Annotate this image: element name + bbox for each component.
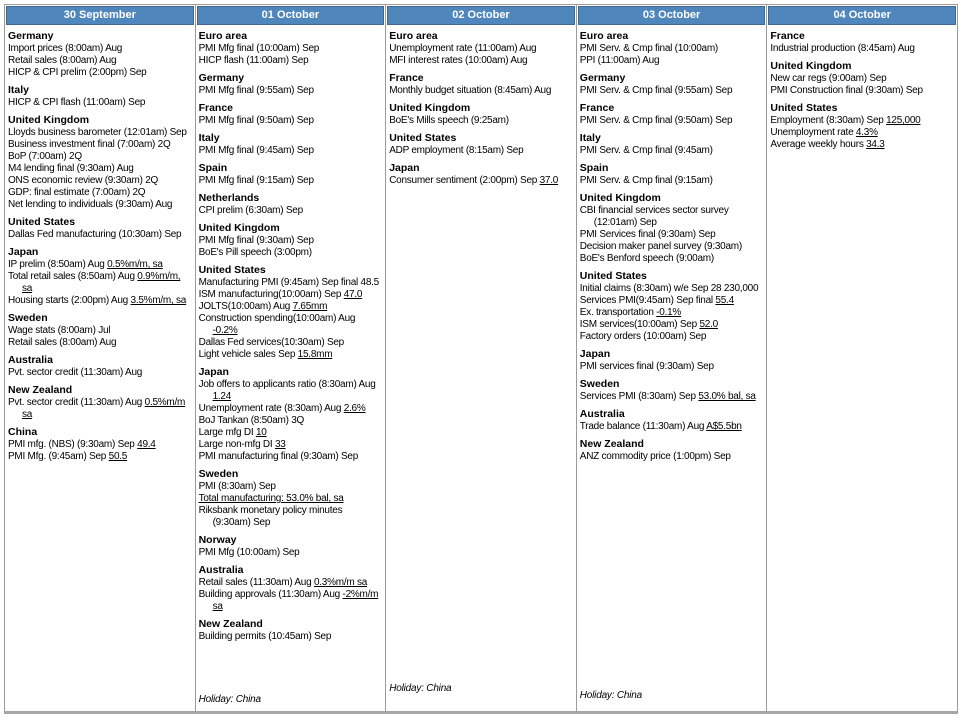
country-name: United Kingdom: [8, 114, 90, 126]
country-name: United States: [389, 132, 457, 144]
event-text: Pvt. sector credit (11:30am) Aug: [8, 397, 145, 408]
country-name: New Zealand: [198, 618, 263, 630]
date-header: 04 October: [768, 6, 956, 25]
event-text: Light vehicle sales Sep: [198, 349, 298, 360]
event-text: Total retail sales (8:50am) Aug: [8, 271, 138, 282]
event-text: Riksbank monetary policy minutes (9:30am) Sep: [198, 505, 343, 528]
event-text: PMI Mfg final (9:30am) Sep: [198, 235, 314, 246]
country-name: Italy: [8, 84, 30, 96]
event-item: [8, 67, 191, 79]
event-value: 52.0: [699, 319, 718, 330]
event-text: Unemployment rate (8:30am) Aug: [198, 403, 344, 414]
country-section: [199, 71, 382, 97]
event-item: [770, 127, 953, 139]
event-text: Services PMI(9:45am) Sep final: [579, 295, 716, 306]
day-events: [196, 25, 386, 711]
event-text: PMI Serv. & Cmp final (10:00am): [579, 43, 719, 54]
event-text: PMI Mfg final (10:00am) Sep: [198, 43, 320, 54]
country-section: [580, 269, 763, 343]
event-item: [199, 43, 382, 55]
country-section: [199, 221, 382, 259]
country-name: Sweden: [579, 378, 620, 390]
event-item: [580, 253, 763, 265]
date-header: 30 September: [6, 6, 194, 25]
event-value: Total manufacturing: 53.0% bal, sa: [198, 493, 344, 504]
event-item: [199, 313, 382, 337]
event-text: PMI services final (9:30am) Sep: [579, 361, 714, 372]
event-text: PMI Mfg. (9:45am) Sep: [8, 451, 109, 462]
country-section: [199, 29, 382, 67]
event-value: 53.0% bal, sa: [698, 391, 756, 402]
event-text: BoJ Tankan (8:50am) 3Q: [198, 415, 305, 426]
country-name: France: [198, 102, 234, 114]
event-text: PMI Serv. & Cmp final (9:55am) Sep: [579, 85, 733, 96]
country-name: Japan: [389, 162, 420, 174]
event-item: [199, 301, 382, 313]
country-name: Norway: [198, 534, 237, 546]
event-value: 0.3%m/m sa: [313, 577, 368, 588]
country-section: [580, 161, 763, 187]
event-item: [580, 307, 763, 319]
event-item: [199, 85, 382, 97]
event-text: ISM manufacturing(10:00am) Sep: [198, 289, 344, 300]
event-text: PMI Mfg final (9:50am) Sep: [198, 115, 314, 126]
event-item: [580, 421, 763, 433]
country-section: [8, 353, 191, 379]
event-text: Average weekly hours: [770, 139, 867, 150]
event-item: [580, 229, 763, 241]
country-section: [199, 131, 382, 157]
country-name: Germany: [579, 72, 626, 84]
event-text: PMI Serv. & Cmp final (9:15am): [579, 175, 713, 186]
event-item: [8, 187, 191, 199]
event-value: 0.5%m/m, sa: [107, 259, 163, 270]
event-item: [389, 115, 572, 127]
country-section: [389, 101, 572, 127]
event-item: [199, 577, 382, 589]
country-name: Euro area: [389, 30, 438, 42]
country-section: [580, 131, 763, 157]
event-text: CPI prelim (6:30am) Sep: [198, 205, 303, 216]
country-section: [580, 71, 763, 97]
country-section: [8, 215, 191, 241]
event-value: 37.0: [539, 175, 559, 186]
event-item: [199, 175, 382, 187]
country-section: [8, 425, 191, 463]
event-item: [199, 205, 382, 217]
day-column: [5, 5, 195, 711]
event-item: [580, 43, 763, 55]
event-item: [8, 325, 191, 337]
event-text: PMI (8:30am) Sep: [198, 481, 276, 492]
event-item: [770, 43, 953, 55]
event-text: PMI Mfg final (9:45am) Sep: [198, 145, 314, 156]
event-text: PMI manufacturing final (9:30am) Sep: [198, 451, 359, 462]
event-item: [8, 439, 191, 451]
country-name: France: [770, 30, 805, 42]
event-item: [8, 451, 191, 463]
event-text: PMI Serv. & Cmp final (9:45am): [579, 145, 713, 156]
event-value: A$5.5bn: [706, 421, 742, 432]
event-item: [8, 199, 191, 211]
event-text: Dallas Fed services(10:30am) Sep: [198, 337, 344, 348]
event-value: 7.65mm: [292, 301, 328, 312]
event-text: Retail sales (8:00am) Aug: [8, 55, 117, 66]
event-text: Factory orders (10:00am) Sep: [579, 331, 707, 342]
country-section: [580, 407, 763, 433]
event-text: PMI Mfg final (9:55am) Sep: [198, 85, 314, 96]
country-section: [199, 263, 382, 361]
event-text: Trade balance (11:30am) Aug: [579, 421, 707, 432]
event-item: [8, 163, 191, 175]
event-text: Retail sales (8:00am) Aug: [8, 337, 117, 348]
country-name: United States: [198, 264, 266, 276]
event-item: [580, 115, 763, 127]
country-section: [199, 467, 382, 529]
country-name: Germany: [8, 30, 54, 42]
country-name: Euro area: [579, 30, 629, 42]
country-name: Spain: [579, 162, 609, 174]
country-name: Japan: [8, 246, 39, 258]
event-text: Building approvals (11:30am) Aug: [198, 589, 343, 600]
holiday-note: Holiday: China: [198, 694, 261, 705]
country-name: United States: [8, 216, 76, 228]
event-item: [580, 361, 763, 373]
event-value: 2.6%: [343, 403, 366, 414]
country-name: Italy: [198, 132, 220, 144]
event-item: [199, 547, 382, 559]
event-text: Large non-mfg DI: [198, 439, 275, 450]
country-name: Japan: [198, 366, 229, 378]
event-item: [199, 277, 382, 289]
event-value: 125,000: [886, 115, 921, 126]
event-item: [580, 391, 763, 403]
event-text: Housing starts (2:00pm) Aug: [8, 295, 131, 306]
event-item: [580, 319, 763, 331]
event-value: 3.5%m/m, sa: [130, 295, 187, 306]
event-item: [199, 403, 382, 415]
country-name: Germany: [198, 72, 245, 84]
country-section: [199, 365, 382, 463]
event-text: Construction spending(10:00am) Aug: [198, 313, 356, 324]
event-value: 33: [274, 439, 286, 450]
date-header: 03 October: [578, 6, 766, 25]
event-text: BoE's Mills speech (9:25am): [389, 115, 509, 126]
event-item: [389, 175, 572, 187]
event-text: M4 lending final (9:30am) Aug: [8, 163, 134, 174]
country-name: Japan: [579, 348, 611, 360]
day-column: [195, 5, 386, 711]
event-item: [8, 127, 191, 139]
economic-calendar: [4, 4, 958, 714]
event-item: [8, 55, 191, 67]
event-text: MFI interest rates (10:00am) Aug: [389, 55, 528, 66]
country-name: United Kingdom: [389, 102, 471, 114]
event-text: PMI Construction final (9:30am) Sep: [770, 85, 923, 96]
event-item: [199, 115, 382, 127]
country-name: Australia: [198, 564, 244, 576]
event-value: 10: [255, 427, 267, 438]
day-column: [385, 5, 576, 711]
holiday-note: Holiday: China: [389, 683, 452, 694]
event-item: [8, 175, 191, 187]
country-section: [8, 113, 191, 211]
event-text: Employment (8:30am) Sep: [770, 115, 887, 126]
event-text: PMI Mfg (10:00am) Sep: [198, 547, 300, 558]
event-item: [199, 481, 382, 493]
event-value: 49.4: [137, 439, 156, 450]
event-text: Wage stats (8:00am) Jul: [8, 325, 111, 336]
event-item: [8, 97, 191, 109]
event-text: GDP: final estimate (7:00am) 2Q: [8, 187, 146, 198]
event-text: Import prices (8:00am) Aug: [8, 43, 123, 54]
event-text: PMI Mfg final (9:15am) Sep: [198, 175, 314, 186]
event-value: 4.3%: [855, 127, 878, 138]
country-section: [199, 191, 382, 217]
country-section: [770, 29, 953, 55]
event-text: PMI mfg. (NBS) (9:30am) Sep: [8, 439, 138, 450]
event-text: Decision maker panel survey (9:30am): [579, 241, 742, 252]
event-item: [8, 271, 191, 295]
event-item: [580, 85, 763, 97]
country-name: France: [579, 102, 615, 114]
event-item: [8, 295, 191, 307]
event-item: [199, 235, 382, 247]
event-text: CBI financial services sector survey (12:01am) Sep: [579, 205, 729, 228]
event-item: [580, 175, 763, 187]
event-value: 55.4: [715, 295, 734, 306]
country-section: [389, 161, 572, 187]
event-item: [199, 289, 382, 301]
day-column: [576, 5, 767, 711]
event-item: [389, 43, 572, 55]
country-name: Sweden: [8, 312, 48, 324]
event-text: HICP & CPI prelim (2:00pm) Sep: [8, 67, 147, 78]
event-item: [199, 505, 382, 529]
event-item: [199, 589, 382, 613]
event-item: [8, 43, 191, 55]
event-value: -0.2%: [212, 325, 238, 336]
country-section: [8, 83, 191, 109]
event-value: 34.3: [866, 139, 885, 150]
event-item: [199, 145, 382, 157]
country-section: [8, 29, 191, 79]
event-item: [389, 55, 572, 67]
event-text: Manufacturing PMI (9:45am) Sep final 48.5: [198, 277, 379, 288]
event-text: Industrial production (8:45am) Aug: [770, 43, 915, 54]
event-text: BoE's Benford speech (9:00am): [579, 253, 714, 264]
country-name: Australia: [8, 354, 53, 366]
date-header: 02 October: [387, 6, 575, 25]
event-item: [199, 493, 382, 505]
event-text: Dallas Fed manufacturing (10:30am) Sep: [8, 229, 182, 240]
holiday-note: Holiday: China: [579, 690, 643, 701]
event-item: [770, 115, 953, 127]
country-name: China: [8, 426, 38, 438]
country-section: [199, 563, 382, 613]
event-item: [8, 139, 191, 151]
event-text: BoE's Pill speech (3:00pm): [198, 247, 312, 258]
country-section: [580, 101, 763, 127]
event-text: BoP (7:00am) 2Q: [8, 151, 82, 162]
day-events: [386, 25, 576, 711]
country-section: [8, 383, 191, 421]
country-section: [580, 29, 763, 67]
event-text: HICP & CPI flash (11:00am) Sep: [8, 97, 146, 108]
event-text: ANZ commodity price (1:00pm) Sep: [579, 451, 731, 462]
event-text: Business investment final (7:00am) 2Q: [8, 139, 171, 150]
event-item: [580, 331, 763, 343]
country-section: [199, 101, 382, 127]
event-text: Net lending to individuals (9:30am) Aug: [8, 199, 173, 210]
country-name: United Kingdom: [770, 60, 852, 72]
event-item: [580, 145, 763, 157]
day-column: [766, 5, 957, 711]
event-value: 50.5: [108, 451, 128, 462]
event-item: [199, 427, 382, 439]
country-section: [389, 71, 572, 97]
event-item: [199, 349, 382, 361]
event-item: [770, 85, 953, 97]
country-section: [580, 437, 763, 463]
country-section: [770, 101, 953, 151]
event-item: [8, 151, 191, 163]
event-value: 0.9%m/m, sa: [22, 271, 181, 294]
event-text: Large mfg DI: [198, 427, 256, 438]
event-text: JOLTS(10:00am) Aug: [198, 301, 293, 312]
event-text: PPI (11:00am) Aug: [579, 55, 660, 66]
event-item: [580, 241, 763, 253]
country-section: [770, 59, 953, 97]
event-text: Unemployment rate (11:00am) Aug: [389, 43, 537, 54]
event-text: Ex. transportation: [579, 307, 657, 318]
country-section: [199, 161, 382, 187]
event-value: 0.5%m/m sa: [22, 397, 186, 420]
event-value: -2%m/m sa: [212, 589, 379, 612]
event-item: [580, 205, 763, 229]
event-text: IP prelim (8:50am) Aug: [8, 259, 108, 270]
country-name: United States: [770, 102, 838, 114]
country-name: United Kingdom: [198, 222, 280, 234]
country-name: New Zealand: [8, 384, 73, 396]
country-name: United Kingdom: [579, 192, 661, 204]
event-item: [389, 85, 572, 97]
country-section: [389, 131, 572, 157]
country-name: New Zealand: [579, 438, 644, 450]
event-item: [8, 229, 191, 241]
country-name: France: [389, 72, 424, 84]
event-item: [389, 145, 572, 157]
event-text: PMI Serv. & Cmp final (9:50am) Sep: [579, 115, 733, 126]
event-item: [580, 451, 763, 463]
country-section: [580, 377, 763, 403]
event-text: ONS economic review (9:30am) 2Q: [8, 175, 159, 186]
event-text: ISM services(10:00am) Sep: [579, 319, 700, 330]
event-text: ADP employment (8:15am) Sep: [389, 145, 524, 156]
country-name: Italy: [579, 132, 601, 144]
country-section: [199, 617, 382, 643]
event-text: Building permits (10:45am) Sep: [198, 631, 332, 642]
event-text: New car regs (9:00am) Sep: [770, 73, 887, 84]
country-name: Euro area: [198, 30, 248, 42]
day-events: [767, 25, 957, 711]
country-section: [389, 29, 572, 67]
country-section: [199, 533, 382, 559]
event-text: Job offers to applicants ratio (8:30am) Aug: [198, 379, 376, 390]
day-events: [577, 25, 767, 711]
event-text: Unemployment rate: [770, 127, 856, 138]
event-text: Consumer sentiment (2:00pm) Sep: [389, 175, 540, 186]
event-text: PMI Services final (9:30am) Sep: [579, 229, 716, 240]
country-section: [580, 191, 763, 265]
event-item: [8, 397, 191, 421]
event-item: [199, 415, 382, 427]
event-item: [580, 283, 763, 295]
day-events: [5, 25, 195, 711]
country-name: Spain: [198, 162, 228, 174]
event-item: [199, 247, 382, 259]
event-value: -0.1%: [656, 307, 682, 318]
event-item: [8, 367, 191, 379]
event-text: Retail sales (11:30am) Aug: [198, 577, 314, 588]
event-item: [199, 379, 382, 403]
event-text: HICP flash (11:00am) Sep: [198, 55, 309, 66]
country-name: Netherlands: [198, 192, 260, 204]
event-item: [580, 55, 763, 67]
event-item: [8, 337, 191, 349]
event-value: 1.24: [212, 391, 232, 402]
event-item: [770, 139, 953, 151]
event-text: Lloyds business barometer (12:01am) Sep: [8, 127, 187, 138]
country-section: [8, 245, 191, 307]
country-name: United States: [579, 270, 647, 282]
event-item: [199, 55, 382, 67]
event-item: [199, 631, 382, 643]
event-item: [199, 451, 382, 463]
event-item: [199, 337, 382, 349]
country-section: [580, 347, 763, 373]
event-item: [8, 259, 191, 271]
event-item: [580, 295, 763, 307]
event-item: [770, 73, 953, 85]
event-text: Pvt. sector credit (11:30am) Aug: [8, 367, 143, 378]
event-item: [199, 439, 382, 451]
country-name: Sweden: [198, 468, 239, 480]
country-name: Australia: [579, 408, 625, 420]
country-section: [8, 311, 191, 349]
event-text: Monthly budget situation (8:45am) Aug: [389, 85, 552, 96]
event-text: Services PMI (8:30am) Sep: [579, 391, 699, 402]
date-header: 01 October: [197, 6, 385, 25]
event-value: 47.0: [343, 289, 363, 300]
event-value: 15.8mm: [297, 349, 333, 360]
event-text: Initial claims (8:30am) w/e Sep 28 230,000: [579, 283, 759, 294]
